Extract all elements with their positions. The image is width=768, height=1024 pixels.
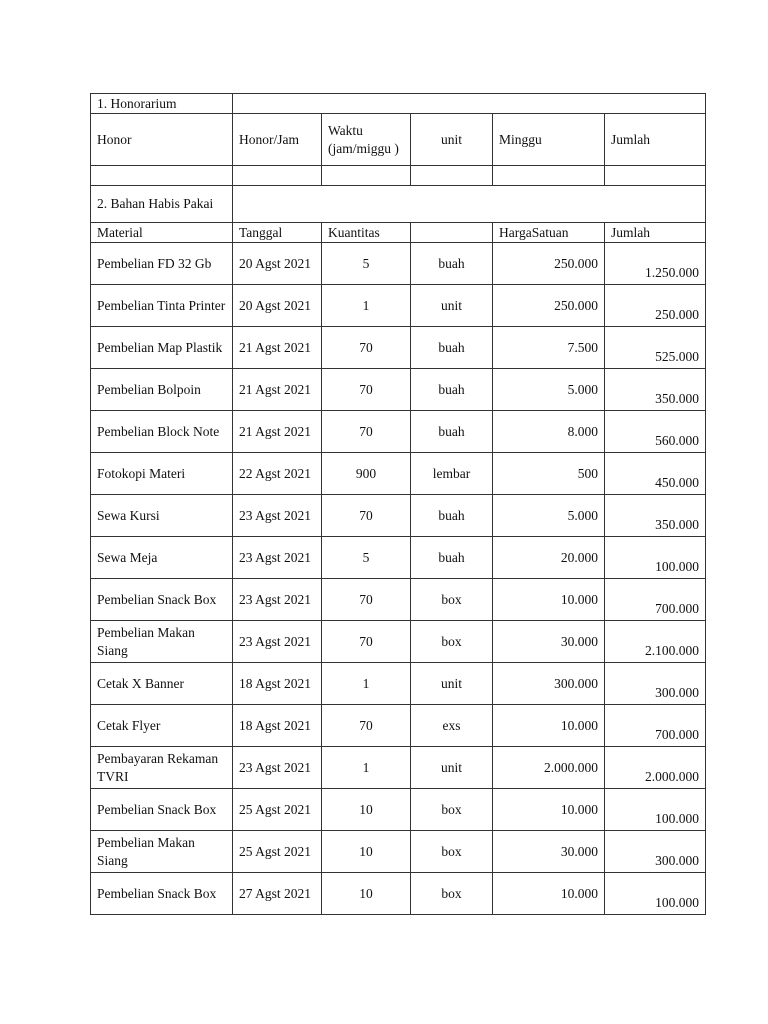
cell-jumlah: 100.000	[605, 873, 706, 915]
cell-tanggal: 18 Agst 2021	[233, 663, 322, 705]
header-kuantitas: Kuantitas	[322, 223, 411, 243]
cell-jumlah: 300.000	[605, 831, 706, 873]
cell-harga-satuan: 20.000	[493, 537, 605, 579]
cell-kuantitas: 70	[322, 369, 411, 411]
cell-unit: exs	[411, 705, 493, 747]
table-row	[91, 369, 706, 411]
cell-unit: buah	[411, 537, 493, 579]
header-blank	[411, 223, 493, 243]
cell-kuantitas: 70	[322, 495, 411, 537]
cell-harga-satuan: 300.000	[493, 663, 605, 705]
cell-material: Pembelian Makan Siang	[91, 831, 233, 873]
cell-harga-satuan: 5.000	[493, 369, 605, 411]
section1-header-row	[91, 114, 706, 166]
cell-jumlah: 700.000	[605, 579, 706, 621]
cell-jumlah: 700.000	[605, 705, 706, 747]
cell-jumlah: 1.250.000	[605, 243, 706, 285]
cell-kuantitas: 70	[322, 621, 411, 663]
cell-material: Pembelian Map Plastik	[91, 327, 233, 369]
cell-harga-satuan: 10.000	[493, 789, 605, 831]
table-row	[91, 831, 706, 873]
table-row	[91, 285, 706, 327]
cell-jumlah: 450.000	[605, 453, 706, 495]
cell-jumlah: 350.000	[605, 495, 706, 537]
section2-title-row	[91, 186, 706, 223]
cell-material: Pembelian Makan Siang	[91, 621, 233, 663]
header-jumlah: Jumlah	[605, 114, 706, 166]
header-jumlah-2: Jumlah	[605, 223, 706, 243]
cell-material: Pembelian Snack Box	[91, 789, 233, 831]
cell-jumlah: 525.000	[605, 327, 706, 369]
cell-tanggal: 23 Agst 2021	[233, 579, 322, 621]
cell-unit: unit	[411, 747, 493, 789]
cell-harga-satuan: 10.000	[493, 873, 605, 915]
cell-kuantitas: 10	[322, 831, 411, 873]
table-row	[91, 327, 706, 369]
cell-jumlah: 2.000.000	[605, 747, 706, 789]
cell-unit: box	[411, 621, 493, 663]
cell-tanggal: 25 Agst 2021	[233, 789, 322, 831]
header-minggu: Minggu	[493, 114, 605, 166]
cell-unit: box	[411, 873, 493, 915]
cell-kuantitas: 1	[322, 747, 411, 789]
cell-harga-satuan: 250.000	[493, 285, 605, 327]
cell-material: Cetak X Banner	[91, 663, 233, 705]
cell-harga-satuan: 500	[493, 453, 605, 495]
cell-unit: buah	[411, 411, 493, 453]
section2-title: 2. Bahan Habis Pakai	[91, 186, 233, 223]
cell-material: Pembelian Snack Box	[91, 873, 233, 915]
cell-jumlah: 2.100.000	[605, 621, 706, 663]
table-row	[91, 621, 706, 663]
cell-tanggal: 22 Agst 2021	[233, 453, 322, 495]
cell-kuantitas: 900	[322, 453, 411, 495]
cell-unit: box	[411, 831, 493, 873]
cell-tanggal: 21 Agst 2021	[233, 369, 322, 411]
cell-material: Pembelian Tinta Printer	[91, 285, 233, 327]
cell-kuantitas: 10	[322, 873, 411, 915]
cell-tanggal: 25 Agst 2021	[233, 831, 322, 873]
cell-unit: buah	[411, 369, 493, 411]
cell-material: Cetak Flyer	[91, 705, 233, 747]
cell-tanggal: 23 Agst 2021	[233, 747, 322, 789]
cell-unit: unit	[411, 285, 493, 327]
table-row	[91, 663, 706, 705]
section1-title-empty	[233, 94, 706, 114]
cell-material: Pembelian Bolpoin	[91, 369, 233, 411]
cell-tanggal: 27 Agst 2021	[233, 873, 322, 915]
header-material: Material	[91, 223, 233, 243]
cell-tanggal: 21 Agst 2021	[233, 327, 322, 369]
header-waktu: Waktu (jam/miggu )	[322, 114, 411, 166]
cell-jumlah: 300.000	[605, 663, 706, 705]
table-row	[91, 537, 706, 579]
cell-harga-satuan: 30.000	[493, 621, 605, 663]
table-row	[91, 495, 706, 537]
header-honor-jam: Honor/Jam	[233, 114, 322, 166]
cell-kuantitas: 5	[322, 243, 411, 285]
cell-jumlah: 100.000	[605, 537, 706, 579]
cell-harga-satuan: 2.000.000	[493, 747, 605, 789]
cell-tanggal: 23 Agst 2021	[233, 621, 322, 663]
cell-kuantitas: 10	[322, 789, 411, 831]
cell-material: Sewa Kursi	[91, 495, 233, 537]
section1-title-row	[91, 94, 706, 114]
cell-jumlah: 250.000	[605, 285, 706, 327]
cell-jumlah: 100.000	[605, 789, 706, 831]
cell-unit: buah	[411, 243, 493, 285]
cell-material: Pembelian Snack Box	[91, 579, 233, 621]
cell-tanggal: 23 Agst 2021	[233, 495, 322, 537]
cell-unit: buah	[411, 327, 493, 369]
cell-tanggal: 18 Agst 2021	[233, 705, 322, 747]
cell-harga-satuan: 5.000	[493, 495, 605, 537]
header-tanggal: Tanggal	[233, 223, 322, 243]
cell-unit: box	[411, 579, 493, 621]
cell-harga-satuan: 30.000	[493, 831, 605, 873]
cell-harga-satuan: 7.500	[493, 327, 605, 369]
cell-material: Pembelian FD 32 Gb	[91, 243, 233, 285]
cell-material: Fotokopi Materi	[91, 453, 233, 495]
cell-harga-satuan: 10.000	[493, 579, 605, 621]
cell-jumlah: 350.000	[605, 369, 706, 411]
cell-kuantitas: 1	[322, 663, 411, 705]
table-row	[91, 243, 706, 285]
table-row	[91, 747, 706, 789]
cell-harga-satuan: 250.000	[493, 243, 605, 285]
header-unit: unit	[411, 114, 493, 166]
table-row	[91, 873, 706, 915]
table-row	[91, 705, 706, 747]
section2-title-empty	[233, 186, 706, 223]
cell-unit: lembar	[411, 453, 493, 495]
section1-title: 1. Honorarium	[91, 94, 233, 114]
cell-unit: unit	[411, 663, 493, 705]
table-row	[91, 453, 706, 495]
header-harga-satuan: HargaSatuan	[493, 223, 605, 243]
cell-harga-satuan: 10.000	[493, 705, 605, 747]
cell-material: Pembelian Block Note	[91, 411, 233, 453]
cell-harga-satuan: 8.000	[493, 411, 605, 453]
budget-table	[90, 93, 706, 915]
cell-kuantitas: 5	[322, 537, 411, 579]
cell-kuantitas: 70	[322, 579, 411, 621]
table-row	[91, 789, 706, 831]
cell-tanggal: 20 Agst 2021	[233, 285, 322, 327]
cell-kuantitas: 70	[322, 411, 411, 453]
cell-material: Pembayaran Rekaman TVRI	[91, 747, 233, 789]
cell-jumlah: 560.000	[605, 411, 706, 453]
table-row	[91, 411, 706, 453]
cell-kuantitas: 70	[322, 705, 411, 747]
cell-tanggal: 20 Agst 2021	[233, 243, 322, 285]
header-honor: Honor	[91, 114, 233, 166]
cell-kuantitas: 70	[322, 327, 411, 369]
cell-unit: box	[411, 789, 493, 831]
cell-material: Sewa Meja	[91, 537, 233, 579]
cell-kuantitas: 1	[322, 285, 411, 327]
section1-empty-row	[91, 166, 706, 186]
cell-tanggal: 21 Agst 2021	[233, 411, 322, 453]
cell-tanggal: 23 Agst 2021	[233, 537, 322, 579]
table-row	[91, 579, 706, 621]
cell-unit: buah	[411, 495, 493, 537]
section2-header-row	[91, 223, 706, 243]
